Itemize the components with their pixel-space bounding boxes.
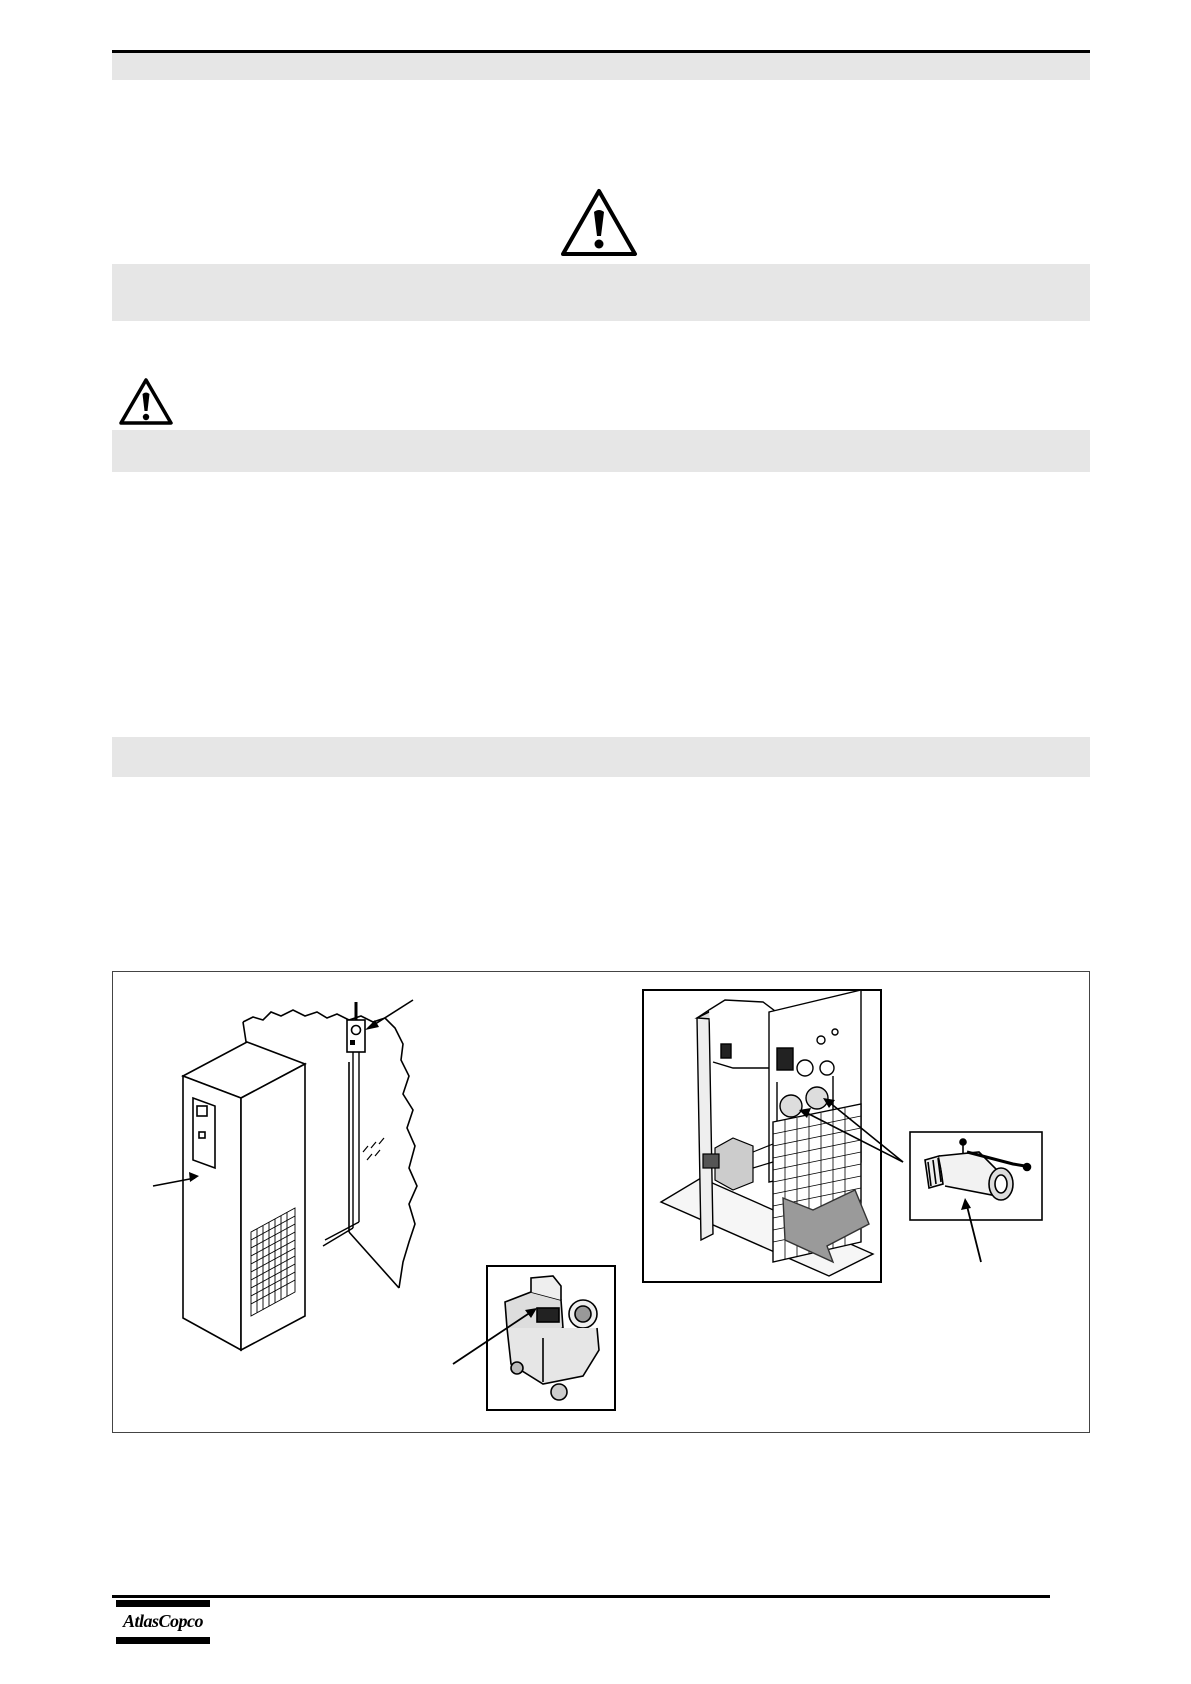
section-band-2-warning <box>112 264 1090 321</box>
ball-valve-closeup <box>910 1132 1042 1262</box>
section-band-4 <box>112 737 1090 777</box>
logo-wordmark: AtlasCopco <box>122 1611 203 1631</box>
drain-valve-closeup <box>453 1266 615 1410</box>
dryer-installation-sketch <box>153 1000 417 1350</box>
section-band-1 <box>112 53 1090 80</box>
atlas-copco-logo <box>116 1600 210 1646</box>
installation-figure <box>112 971 1090 1433</box>
warning-triangle-small-icon <box>118 377 174 427</box>
warning-triangle-icon <box>560 188 638 258</box>
footer-rule <box>112 1595 1050 1598</box>
section-band-3-warning <box>112 430 1090 472</box>
dryer-interior-view <box>643 990 903 1282</box>
